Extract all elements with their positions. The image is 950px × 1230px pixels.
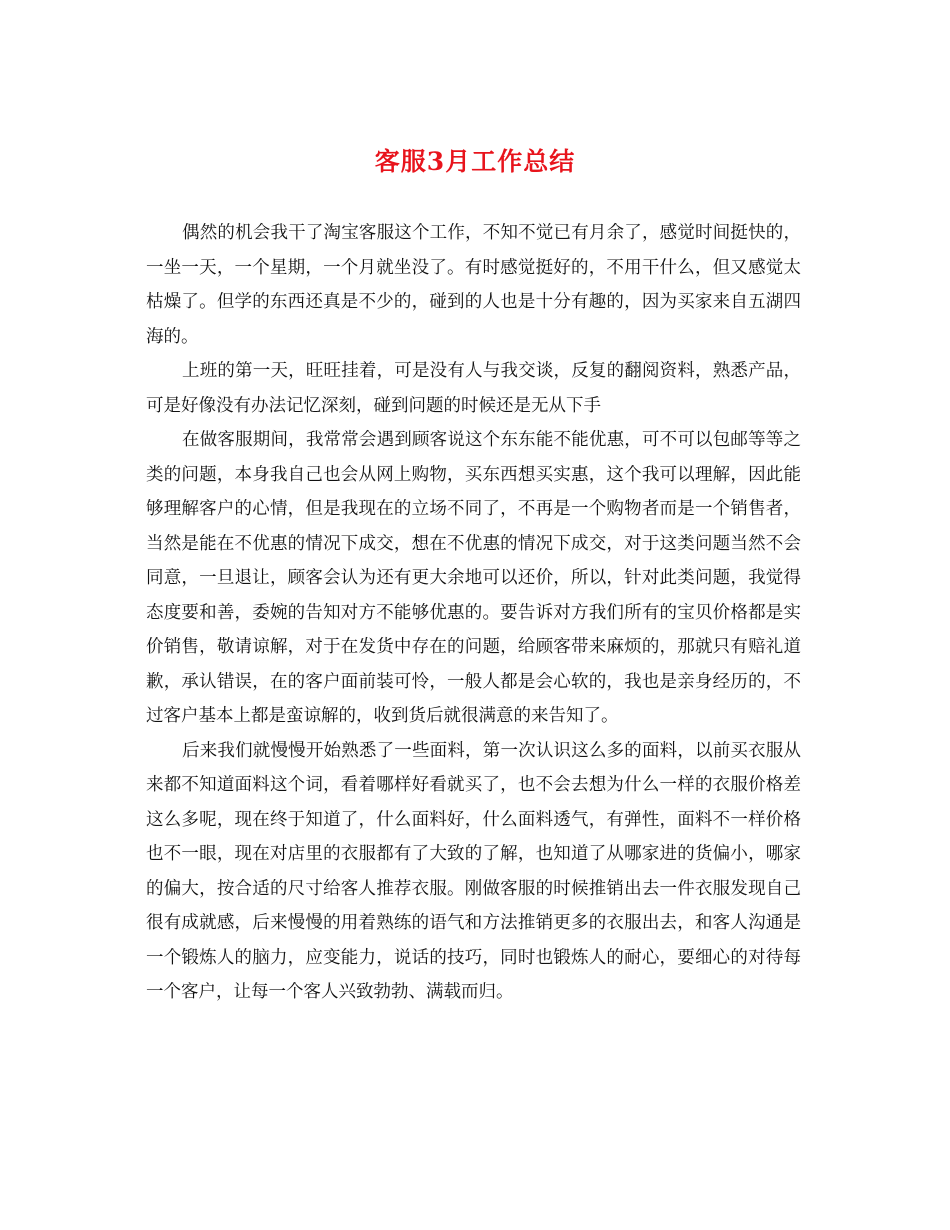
- page-title: 客服3月工作总结: [374, 147, 576, 176]
- paragraph-2: 上班的第一天，旺旺挂着，可是没有人与我交谈，反复的翻阅资料，熟悉产品，可是好像没有办法记忆深刻，碰到问题的时候还是无从下手: [146, 361, 801, 416]
- paragraph-1: 偶然的机会我干了淘宝客服这个工作，不知不觉已有月余了，感觉时间挺快的，一坐一天，一个星期，一个月就坐没了。有时感觉挺好的，不用干什么，但又感觉太枯燥了。但学的东西还真是不少的，碰到的人也是十分有趣的，因为买家来自五湖四海的。: [146, 223, 801, 347]
- document-body: [146, 216, 801, 1010]
- paragraph-3: 在做客服期间，我常常会遇到顾客说这个东东能不能优惠，可不可以包邮等等之类的问题，本身我自己也会从网上购物，买东西想买实惠，这个我可以理解，因此能够理解客户的心情，但是我现在的立场不同了，不再是一个购物者而是一个销售者，当然是能在不优惠的情况下成交，想在不优惠的情况下成交，对于这类问题当然不会同意，一旦退让，顾客会认为还有更大余地可以还价，所以，针对此类问题，我觉得态度要和善，委婉的告知对方不能够优惠的。要告诉对方我们所有的宝贝价格都是实价销售，敬请谅解，对于在发货中存在的问题，给顾客带来麻烦的，那就只有赔礼道歉，承认错误，在的客户面前装可怜，一般人都是会心软的，我也是亲身经历的，不过客户基本上都是蛮谅解的，收到货后就很满意的来告知了。: [146, 430, 801, 726]
- paragraph-4: 后来我们就慢慢开始熟悉了一些面料，第一次认识这么多的面料，以前买衣服从来都不知道面料这个词，看着哪样好看就买了，也不会去想为什么一样的衣服价格差这么多呢，现在终于知道了，什么面料好，什么面料透气，有弹性，面料不一样价格也不一眼，现在对店里的衣服都有了大致的了解，也知道了从哪家进的货偏小，哪家的偏大，按合适的尺寸给客人推荐衣服。刚做客服的时候推销出去一件衣服发现自己很有成就感，后来慢慢的用着熟练的语气和方法推销更多的衣服出去，和客人沟通是一个锻炼人的脑力，应变能力，说话的技巧，同时也锻炼人的耐心，要细心的对待每一个客户，让每一个客人兴致勃勃、满载而归。: [146, 740, 801, 1002]
